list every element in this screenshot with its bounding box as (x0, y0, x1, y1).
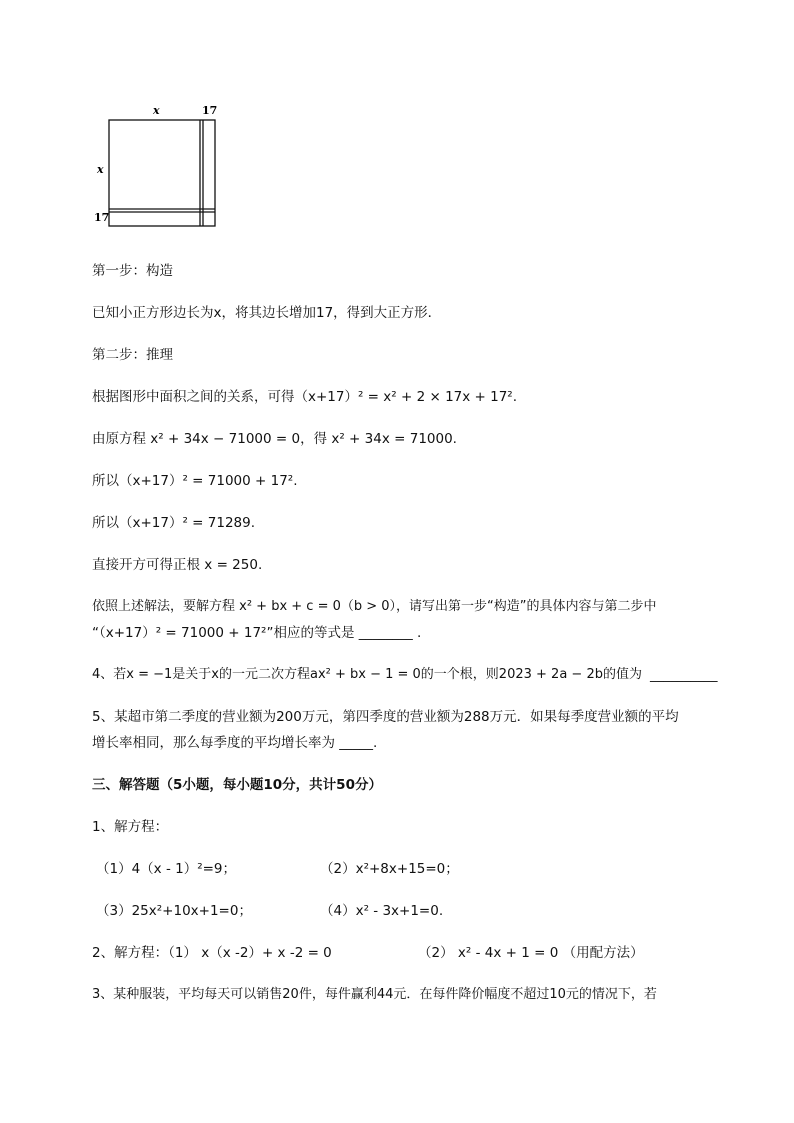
q3-question-line1: 依照上述解法，要解方程 x² + bx + c = 0（b > 0），请写出第一步“构造”的具体内容与第二步中 (92, 599, 657, 614)
outer-square (109, 120, 215, 226)
problem-1-part-2: （2）x²+8x+15=0； (320, 861, 459, 877)
step1-text: 已知小正方形边长为x，将其边长增加17，得到大正方形． (92, 305, 442, 321)
problem-1-part-1: （1）4（x - 1）²=9； (96, 861, 237, 877)
square-diagram (86, 100, 226, 230)
step2-line4: 所以（x+17）² = 71289. (92, 515, 256, 531)
problem-2-part-1: 2、解方程：（1） x（x -2）+ x -2 = 0 (92, 945, 332, 961)
question-5-line2: 增长率相同，那么每季度的平均增长率为 _____. (92, 735, 378, 751)
top-17-label: 17 (202, 104, 218, 117)
question-4-blank: __________ (650, 667, 718, 683)
problem-2-part-2: （2） x² - 4x + 1 = 0 （用配方法） (418, 945, 644, 961)
step2-line5: 直接开方可得正根 x = 250. (92, 557, 263, 573)
problem-1-part-4: （4）x² - 3x+1=0. (320, 903, 444, 919)
step1-title: 第一步：构造 (92, 263, 173, 279)
left-x-label: x (97, 163, 104, 176)
question-4: 4、若x = −1是关于x的一元二次方程ax² + bx − 1 = 0的一个根，则2023 + 2a − 2b的值为 (92, 667, 642, 682)
question-5-line1: 5、某超市第二季度的营业额为200万元，第四季度的营业额为288万元．如果每季度营业额的平均 (92, 709, 679, 725)
problem-1-part-3: （3）25x²+10x+1=0； (96, 903, 252, 919)
step2-line1: 根据图形中面积之间的关系，可得（x+17）² = x² + 2 × 17x + 17². (92, 389, 518, 405)
left-17-label: 17 (94, 211, 110, 224)
problem-1-title: 1、解方程： (92, 819, 169, 835)
step2-line3: 所以（x+17）² = 71000 + 17². (92, 473, 298, 489)
section-3-heading: 三、解答题（5小题，每小题10分，共计50分） (92, 777, 382, 793)
top-x-label: x (153, 104, 160, 117)
step2-title: 第二步：推理 (92, 347, 173, 363)
problem-3: 3、某种服装，平均每天可以销售20件，每件赢利44元．在每件降价幅度不超过10元的情况下，若 (92, 987, 657, 1002)
q3-question-line2: “（x+17）² = 71000 + 17²”相应的等式是 ________ . (92, 625, 422, 641)
step2-line2: 由原方程 x² + 34x − 71000 = 0，得 x² + 34x = 71000. (92, 431, 457, 447)
